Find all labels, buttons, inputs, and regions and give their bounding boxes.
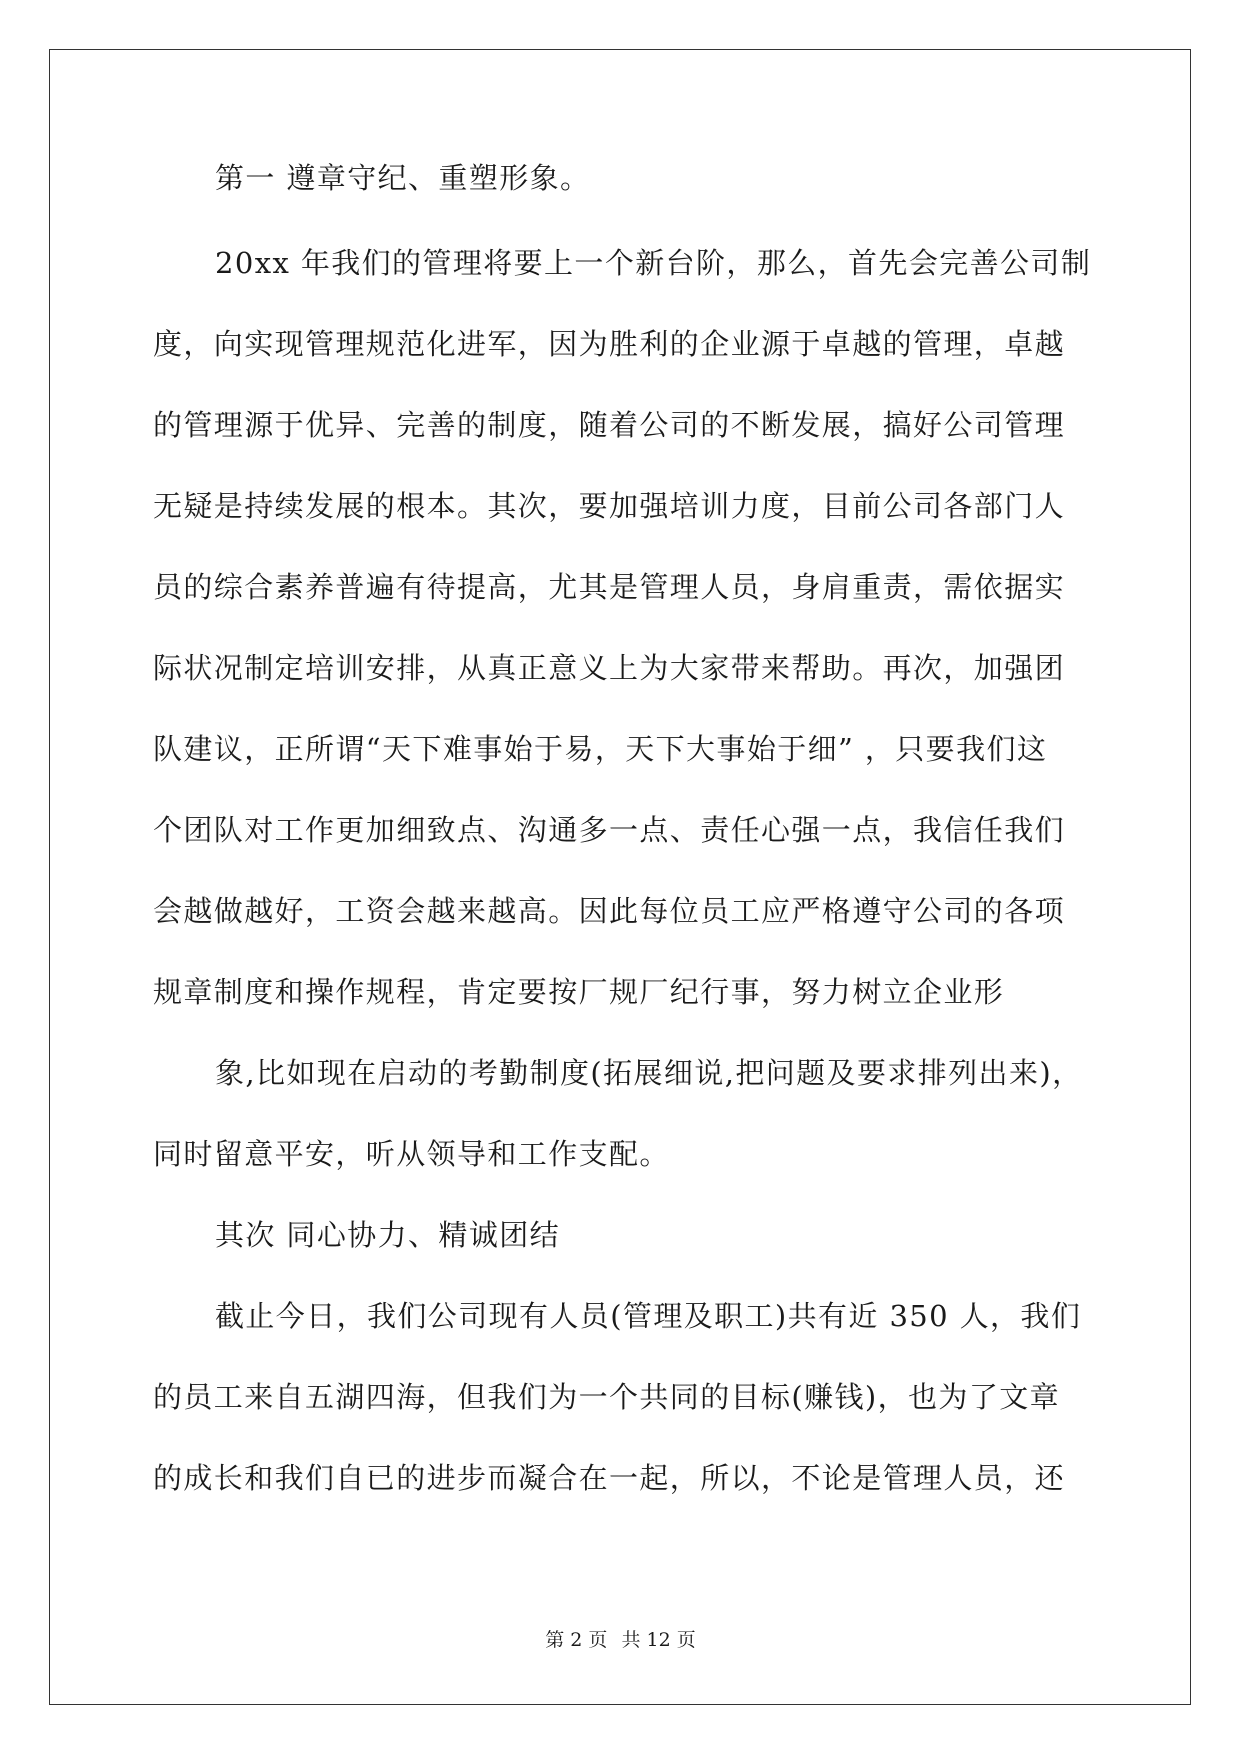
paragraph-line: 度，向实现管理规范化进军，因为胜利的企业源于卓越的管理，卓越 (153, 327, 1066, 361)
paragraph-line: 的员工来自五湖四海，但我们为一个共同的目标(赚钱)，也为了文章 (153, 1380, 1061, 1414)
page-footer (0, 1628, 1241, 1652)
page-total: 共 12 页 (621, 1629, 696, 1651)
paragraph-line: 际状况制定培训安排，从真正意义上为大家带来帮助。再次，加强团 (153, 651, 1066, 685)
paragraph-line: 截止今日，我们公司现有人员(管理及职工)共有近 350 人，我们 (215, 1299, 1082, 1333)
page-border (49, 49, 1191, 1705)
section-heading-2: 其次 同心协力、精诚团结 (215, 1218, 561, 1252)
paragraph-line: 的管理源于优异、完善的制度，随着公司的不断发展，搞好公司管理 (153, 408, 1066, 442)
section-heading-1: 第一 遵章守纪、重塑形象。 (215, 161, 591, 195)
paragraph-line: 个团队对工作更加细致点、沟通多一点、责任心强一点，我信任我们 (153, 813, 1066, 847)
paragraph-line: 规章制度和操作规程，肯定要按厂规厂纪行事，努力树立企业形 (153, 975, 1005, 1009)
paragraph-line: 队建议，正所谓“天下难事始于易，天下大事始于细” ，只要我们这 (153, 732, 1048, 766)
paragraph-line: 员的综合素养普遍有待提高，尤其是管理人员，身肩重责，需依据实 (153, 570, 1066, 604)
paragraph-line: 无疑是持续发展的根本。其次，要加强培训力度，目前公司各部门人 (153, 489, 1066, 523)
paragraph-line: 同时留意平安，听从领导和工作支配。 (153, 1137, 670, 1171)
paragraph-line: 象,比如现在启动的考勤制度(拓展细说,把问题及要求排列出来)， (215, 1056, 1083, 1090)
paragraph-line: 会越做越好，工资会越来越高。因此每位员工应严格遵守公司的各项 (153, 894, 1066, 928)
paragraph-line: 20xx 年我们的管理将要上一个新台阶，那么，首先会完善公司制 (215, 246, 1092, 280)
paragraph-line: 的成长和我们自已的进步而凝合在一起，所以，不论是管理人员，还 (153, 1461, 1066, 1495)
page-number: 第 2 页 (545, 1629, 608, 1651)
